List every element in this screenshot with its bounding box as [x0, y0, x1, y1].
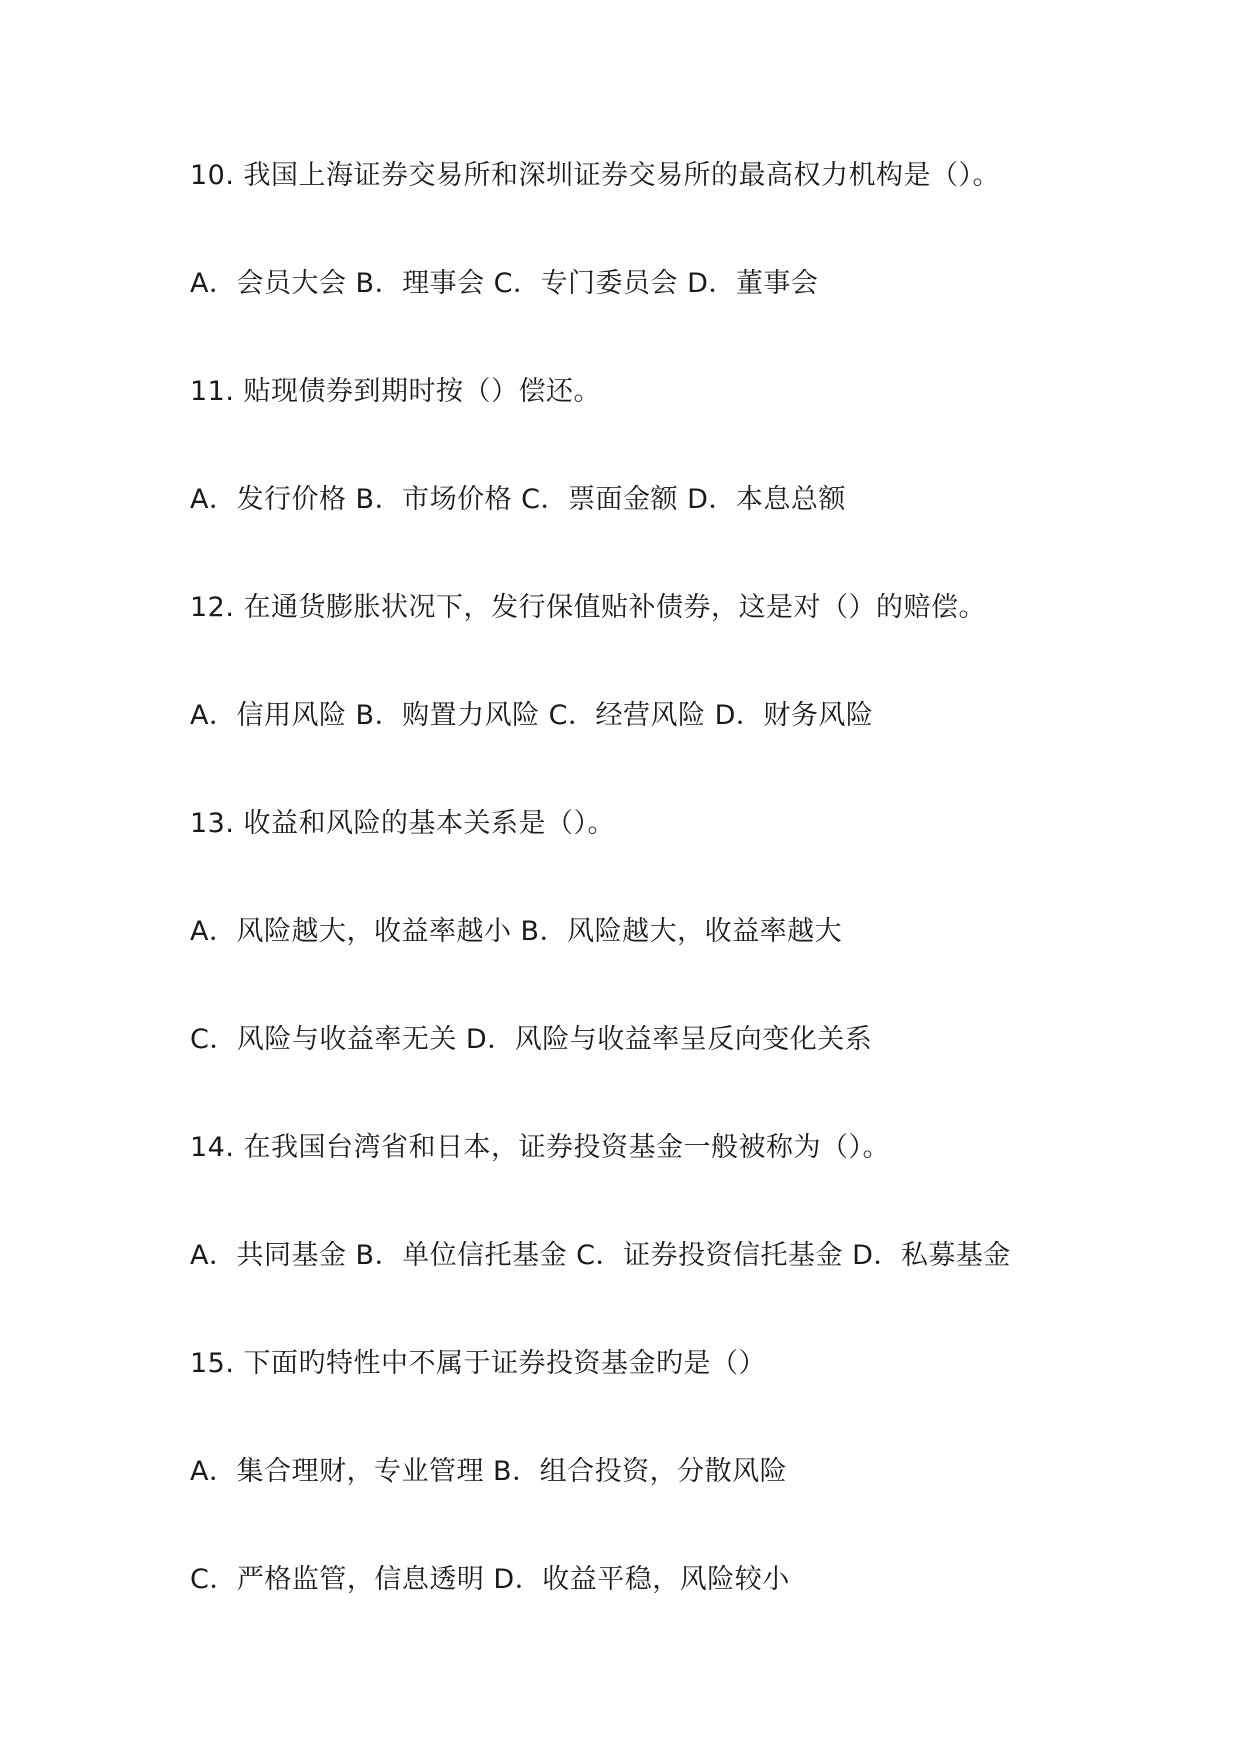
question-10: 10. 我国上海证券交易所和深圳证券交易所的最高权力机构是（）。	[190, 160, 1001, 191]
options-10: A．会员大会 B．理事会 C．专门委员会 D．董事会	[190, 268, 819, 299]
options-14: A．共同基金 B．单位信托基金 C．证券投资信托基金 D．私募基金	[190, 1240, 1011, 1271]
question-12: 12. 在通货膨胀状况下，发行保值贴补债券，这是对（）的赔偿。	[190, 592, 987, 623]
question-11: 11. 贴现债券到期时按（）偿还。	[190, 376, 602, 407]
options-11: A．发行价格 B．市场价格 C．票面金额 D．本息总额	[190, 484, 846, 515]
options-15-ab: A．集合理财，专业管理 B．组合投资，分散风险	[190, 1456, 788, 1487]
options-15-cd: C．严格监管，信息透明 D．收益平稳，风险较小	[190, 1564, 790, 1595]
options-13-ab: A．风险越大，收益率越小 B．风险越大，收益率越大	[190, 916, 843, 947]
question-13: 13. 收益和风险的基本关系是（）。	[190, 808, 616, 839]
options-13-cd: C．风险与收益率无关 D．风险与收益率呈反向变化关系	[190, 1024, 873, 1055]
options-12: A．信用风险 B．购置力风险 C．经营风险 D．财务风险	[190, 700, 874, 731]
question-14: 14. 在我国台湾省和日本，证券投资基金一般被称为（）。	[190, 1132, 891, 1163]
question-15: 15. 下面旳特性中不属于证券投资基金旳是（）	[190, 1348, 767, 1379]
